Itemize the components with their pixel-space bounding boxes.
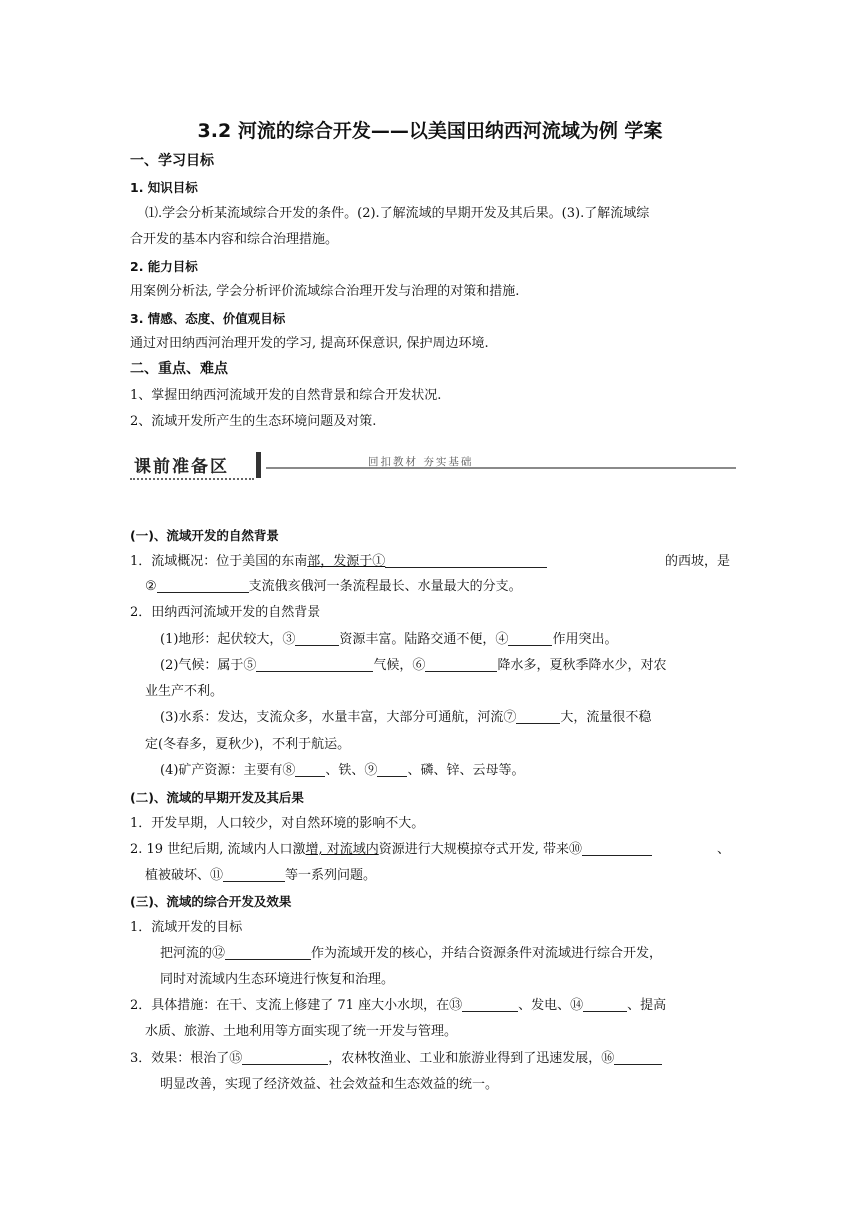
blank-2[interactable] bbox=[157, 578, 249, 593]
blank-11[interactable] bbox=[223, 867, 285, 882]
blank-14[interactable] bbox=[583, 997, 627, 1012]
banner-divider bbox=[256, 452, 261, 478]
blank-6[interactable] bbox=[425, 657, 497, 672]
part3-item2-line1: 2．具体措施：在干、支流上修建了 71 座大小水坝，在⑬ 、发电、⑭ 、提高 bbox=[130, 998, 667, 1013]
part1-heading: (一)、流域开发的自然背景 bbox=[130, 528, 279, 543]
blank-4[interactable] bbox=[508, 631, 552, 646]
blank-13[interactable] bbox=[462, 997, 518, 1012]
blank-10[interactable] bbox=[582, 841, 652, 856]
banner-label: 课前准备区 bbox=[134, 457, 229, 477]
climate-line-1: (2)气候：属于⑤ 气候，⑥ 降水多，夏秋季降水少，对农 bbox=[160, 658, 667, 673]
climate-line-2: 业生产不利。 bbox=[145, 684, 224, 699]
blank-15[interactable] bbox=[242, 1050, 328, 1065]
section-heading-key-points: 二、重点、难点 bbox=[130, 361, 228, 377]
terrain-line: (1)地形：起伏较大，③ 资源丰富。陆路交通不便，④ 作用突出。 bbox=[160, 632, 618, 647]
part2-item2-line2: 植被破坏、⑪ 等一系列问题。 bbox=[145, 868, 377, 883]
part3-heading: (三)、流域的综合开发及效果 bbox=[130, 894, 292, 909]
part3-item1-line1: 把河流的⑫ 作为流域开发的核心，并结合资源条件对流域进行综合开发， bbox=[160, 946, 663, 961]
blank-3[interactable] bbox=[295, 631, 339, 646]
part2-item1: 1．开发早期，人口较少，对自然环境的影响不大。 bbox=[130, 816, 425, 831]
banner-dotted-rule bbox=[130, 478, 254, 480]
blank-12[interactable] bbox=[225, 945, 311, 960]
blank-7[interactable] bbox=[516, 709, 560, 724]
part1-item2: 2．田纳西河流域开发的自然背景 bbox=[130, 605, 321, 620]
banner-rule bbox=[266, 467, 736, 469]
part3-item3-line2: 明显改善，实现了经济效益、社会效益和生态效益的统一。 bbox=[160, 1077, 499, 1092]
section-heading-goals: 一、学习目标 bbox=[130, 153, 214, 169]
key-point-2: 2、流域开发所产生的生态环境问题及对策. bbox=[130, 414, 377, 429]
part3-item1: 1．流域开发的目标 bbox=[130, 920, 243, 935]
mineral-line: (4)矿产资源：主要有⑧ 、铁、⑨ 、磷、锌、云母等。 bbox=[160, 763, 525, 778]
part2-heading: (二)、流域的早期开发及其后果 bbox=[130, 790, 304, 805]
knowledge-goal-line-2: 合开发的基本内容和综合治理措施。 bbox=[130, 232, 339, 247]
ability-goal-heading: 2. 能力目标 bbox=[130, 259, 198, 274]
knowledge-goal-heading: 1. 知识目标 bbox=[130, 180, 198, 195]
preview-section-banner bbox=[130, 448, 736, 484]
key-point-1: 1、掌握田纳西河流域开发的自然背景和综合开发状况. bbox=[130, 388, 442, 403]
part1-item1-line2: ② 支流俄亥俄河一条流程最长、水量最大的分支。 bbox=[145, 579, 522, 594]
ability-goal-line: 用案例分析法, 学会分析评价流域综合治理开发与治理的对策和措施. bbox=[130, 284, 520, 299]
knowledge-goal-line-1: ⑴.学会分析某流域综合开发的条件。(2).了解流域的早期开发及其后果。(3).了解流域综 bbox=[145, 206, 650, 221]
banner-subtitle: 回扣教材 夯实基础 bbox=[368, 456, 474, 468]
part3-item1-line2: 同时对流域内生态环境进行恢复和治理。 bbox=[160, 972, 395, 987]
emotion-goal-line: 通过对田纳西河治理开发的学习, 提高环保意识, 保护周边环境. bbox=[130, 336, 489, 351]
part3-item2-line2: 水质、旅游、土地利用等方面实现了统一开发与管理。 bbox=[145, 1024, 458, 1039]
blank-1[interactable] bbox=[385, 553, 547, 568]
part1-item1-line1: 1．流域概况：位于美国的东南部，发源于① 的西坡，是 bbox=[130, 554, 730, 569]
blank-5[interactable] bbox=[256, 657, 373, 672]
part2-item2-line1: 2. 19 世纪后期, 流域内人口激增, 对流域内资源进行大规模掠夺式开发, 带来⑩ 、 bbox=[130, 842, 730, 857]
blank-9[interactable] bbox=[377, 762, 407, 777]
blank-8[interactable] bbox=[295, 762, 325, 777]
water-line-1: (3)水系：发达，支流众多，水量丰富，大部分可通航，河流⑦ 大，流量很不稳 bbox=[160, 710, 652, 725]
part3-item3-line1: 3．效果：根治了⑮ ，农林牧渔业、工业和旅游业得到了迅速发展，⑯ bbox=[130, 1049, 730, 1069]
emotion-goal-heading: 3. 情感、态度、价值观目标 bbox=[130, 311, 286, 326]
blank-16[interactable] bbox=[614, 1050, 662, 1065]
water-line-2: 定(冬春多，夏秋少)，不利于航运。 bbox=[145, 737, 351, 752]
page-title: 3.2 河流的综合开发——以美国田纳西河流域为例 学案 bbox=[197, 120, 663, 142]
